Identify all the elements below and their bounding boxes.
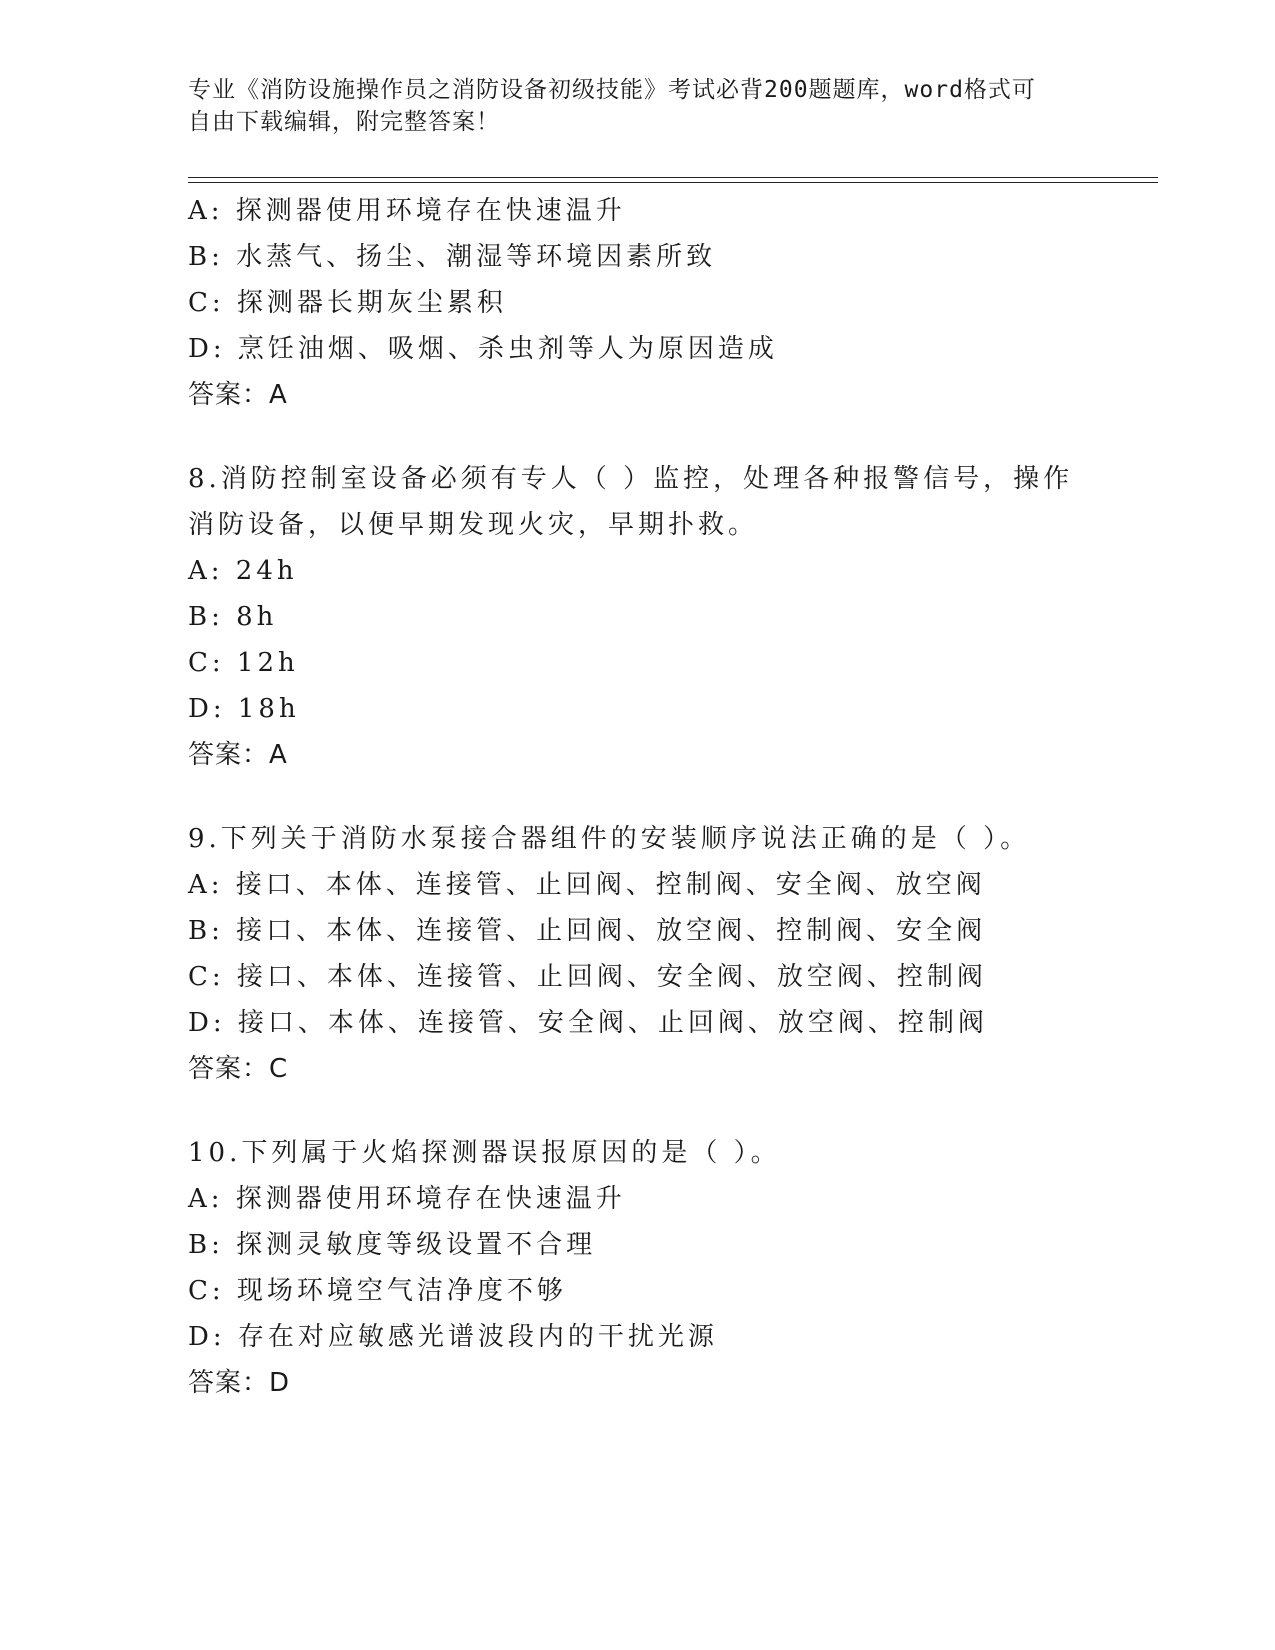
answer: 答案：A [188,380,288,410]
spacer [188,418,1088,456]
answer: 答案：D [188,1368,291,1398]
question-10 [188,1130,1088,1406]
question-7 [188,188,1088,418]
answer: 答案：C [188,1054,289,1084]
question-text: 10.下列属于火焰探测器误报原因的是（ ）。 [188,1138,781,1168]
option-a: A: 24h [188,556,298,586]
question-text: 8.消防控制室设备必须有专人（ ）监控，处理各种报警信号，操作 [188,464,1074,494]
header-line-2: 自由下载编辑，附完整答案！ [188,109,500,135]
document-header [188,74,1068,138]
header-divider-bottom [188,182,1158,183]
question-9 [188,816,1088,1092]
option-c: C: 探测器长期灰尘累积 [188,288,507,318]
question-8 [188,456,1088,778]
question-list [188,188,1088,1406]
option-b: B: 接口、本体、连接管、止回阀、放空阀、控制阀、安全阀 [188,916,987,946]
question-text: 9.下列关于消防水泵接合器组件的安装顺序说法正确的是（ ）。 [188,824,1031,854]
spacer [188,1092,1088,1130]
option-a: A: 接口、本体、连接管、止回阀、控制阀、安全阀、放空阀 [188,870,986,900]
option-b: B: 探测灵敏度等级设置不合理 [188,1230,597,1260]
option-a: A: 探测器使用环境存在快速温升 [188,1184,626,1214]
option-c: C: 12h [188,648,299,678]
option-d: D: 烹饪油烟、吸烟、杀虫剂等人为原因造成 [188,334,778,364]
option-a: A: 探测器使用环境存在快速温升 [188,196,626,226]
option-b: B: 水蒸气、扬尘、潮湿等环境因素所致 [188,242,717,272]
option-d: D: 存在对应敏感光谱波段内的干扰光源 [188,1322,718,1352]
option-d: D: 18h [188,694,300,724]
question-text-continued: 消防设备，以便早期发现火灾，早期扑救。 [188,510,759,540]
header-line-1: 专业《消防设施操作员之消防设备初级技能》考试必背200题题库，word格式可 [188,77,1036,103]
option-d: D: 接口、本体、连接管、安全阀、止回阀、放空阀、控制阀 [188,1008,988,1038]
header-divider-top [188,177,1158,178]
answer: 答案：A [188,740,288,770]
option-b: B: 8h [188,602,278,632]
option-c: C: 接口、本体、连接管、止回阀、安全阀、放空阀、控制阀 [188,962,987,992]
option-c: C: 现场环境空气洁净度不够 [188,1276,567,1306]
spacer [188,778,1088,816]
